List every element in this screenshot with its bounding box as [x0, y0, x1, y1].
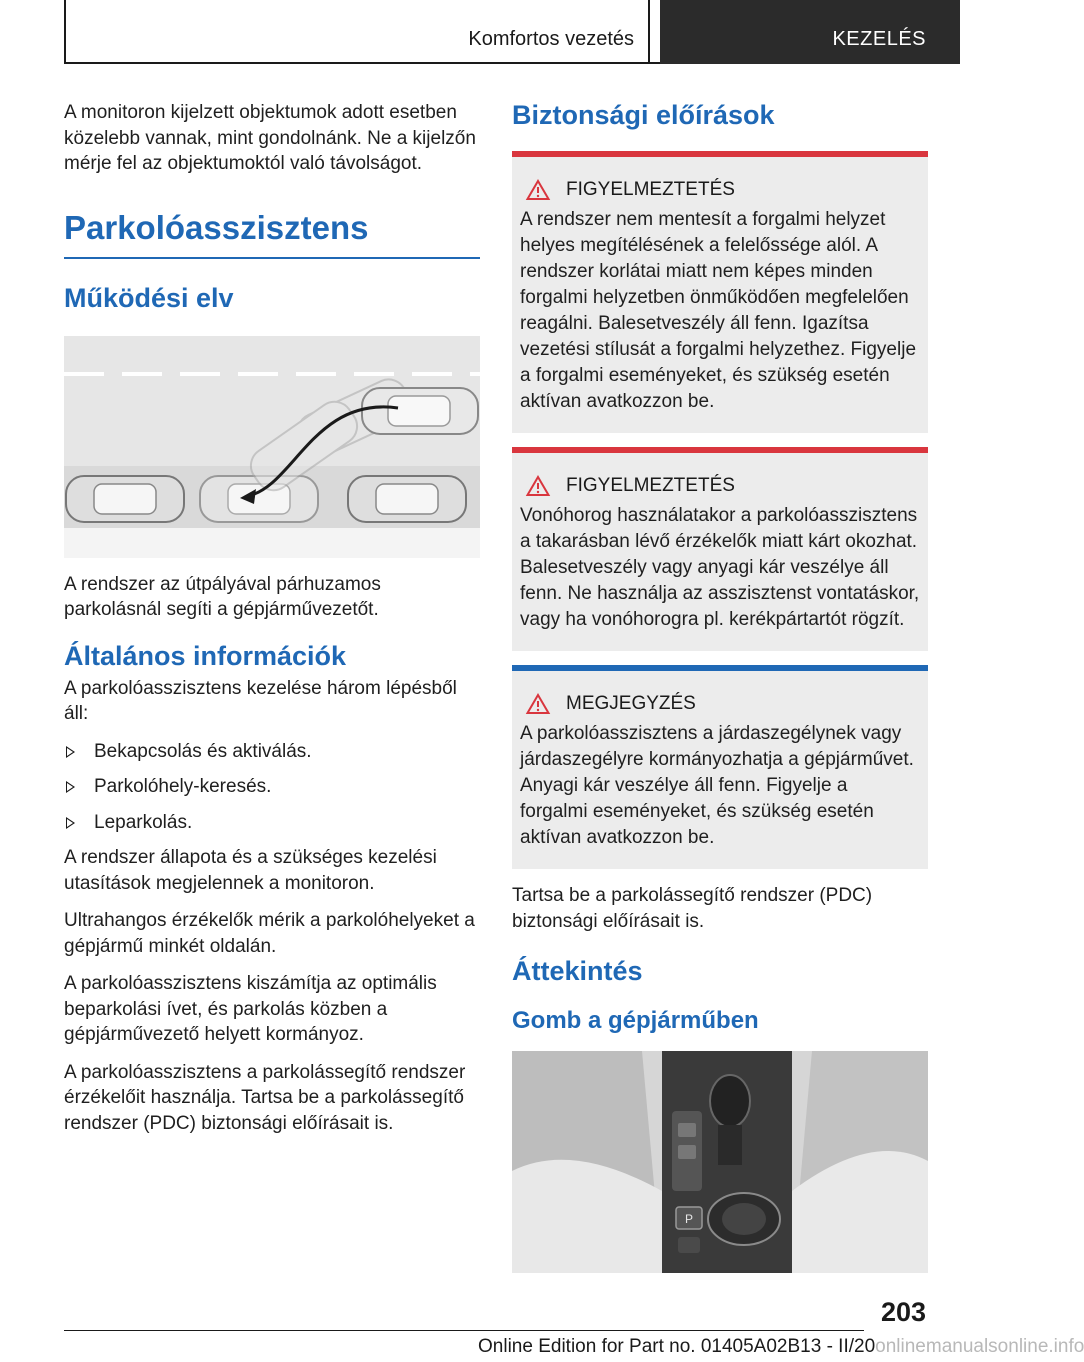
car-start-position	[362, 388, 478, 434]
sensors-paragraph: Ultrahangos érzékelők mérik a parkolóhelyeket a gépjármű minkét oldalán.	[64, 910, 475, 957]
list-item: Parkolóhely-keresés.	[64, 774, 480, 800]
status-paragraph: A rendszer állapota és a szükséges kezelési utasítások megjelennek a monitoron.	[64, 847, 437, 894]
warning-box-1	[512, 151, 928, 433]
warning-label: FIGYELMEZTETÉS	[566, 179, 735, 200]
parked-car-front	[66, 476, 184, 522]
warning-label: FIGYELMEZTETÉS	[566, 475, 735, 496]
note-label: MEGJEGYZÉS	[566, 693, 696, 714]
parking-illustration	[64, 336, 480, 558]
general-info-heading: Általános információk	[64, 640, 347, 671]
watermark: onlinemanualsonline.info	[875, 1336, 1084, 1357]
header-chapter-tab	[660, 0, 960, 64]
page-title: Parkolóasszisztens	[64, 209, 480, 259]
safety-heading: Biztonsági előírások	[512, 100, 775, 130]
right-column	[512, 100, 928, 1273]
overview-heading: Áttekintés	[512, 956, 643, 986]
header-chapter-title: KEZELÉS	[832, 28, 926, 50]
header-rule	[64, 62, 660, 64]
footer-rule	[64, 1330, 864, 1331]
button-heading: Gomb a gépjárműben	[512, 1007, 759, 1034]
pdc-note: Tartsa be a parkolássegítő rendszer (PDC) biztonsági előírásait is.	[512, 885, 873, 932]
warning-triangle-icon	[526, 475, 550, 497]
general-intro: A parkolóasszisztens kezelése három lépésből áll:	[64, 677, 457, 724]
list-item: Leparkolás.	[64, 810, 480, 836]
note-text: A parkolóasszisztens a járdaszegélynek vagy járdaszegélyre kormányozhatja a gépjárművet. Anyagi kár veszélye áll fenn. Figyelje a forgalmi eseményeket, és szükség esetén aktívan avatkozzon be.	[520, 723, 914, 848]
steps-list	[64, 739, 480, 836]
parked-car-rear	[348, 476, 466, 522]
warning-text: Vonóhorog használatakor a parkolóasszisztens a takarásban lévő érzékelők miatt kárt okozhat. Balesetveszély vagy anyagi kár veszélye áll fenn. Ne használja az asszisztenst vontatáskor, vagy ha vonóhorogra pl. kerékpártartót rögzít.	[520, 505, 920, 630]
list-item: Bekapcsolás és aktiválás.	[64, 739, 480, 765]
pdc-paragraph: A parkolóasszisztens a parkolássegítő rendszer érzékelőit használja. Tartsa be a parkolássegítő rendszer (PDC) biztonsági előírásait is.	[64, 1061, 466, 1134]
page-number: 203	[880, 1297, 926, 1327]
center-console-photo	[512, 1051, 928, 1273]
svg-text:P: P	[684, 1212, 694, 1226]
triangle-bullet-icon	[66, 817, 75, 829]
principle-caption: A rendszer az útpályával párhuzamos parkolásnál segíti a gépjárművezetőt.	[64, 573, 381, 620]
footer-edition-line	[478, 1336, 1084, 1358]
header-right-rule	[648, 0, 650, 64]
footer-edition: Online Edition for Part no. 01405A02B13 - II/20	[478, 1336, 876, 1357]
note-triangle-icon	[526, 693, 550, 715]
triangle-bullet-icon	[66, 746, 75, 758]
principle-heading: Működési elv	[64, 282, 234, 313]
warning-box-2	[512, 447, 928, 651]
intro-paragraph: A monitoron kijelzett objektumok adott esetben közelebb vannak, mint gondolnánk. Ne a kijelzőn mérje fel az objektumoktól való távolságot.	[64, 102, 476, 174]
header-left-rule	[64, 0, 66, 64]
left-column	[64, 100, 480, 1148]
triangle-bullet-icon	[66, 781, 75, 793]
warning-triangle-icon	[526, 179, 550, 201]
gear-selector	[710, 1075, 750, 1127]
note-box	[512, 665, 928, 869]
header-section-title: Komfortos vezetés	[468, 28, 634, 50]
warning-text: A rendszer nem mentesít a forgalmi helyzet helyes megítélésének a felelőssége alól. A rendszer korlátai miatt nem képes minden forgalmi helyzetben önműködően megfelelően reagálni. Balesetveszély áll fenn. Igazítsa vezetési stílusát a forgalmi helyzethez. Figyelje a forgalmi eseményeket, és szükség esetén aktívan avatkozzon be.	[520, 209, 917, 412]
steering-paragraph: A parkolóasszisztens kiszámítja az optimális beparkolási ívet, és parkolás közben a gépjárművezető helyett kormányoz.	[64, 973, 437, 1045]
